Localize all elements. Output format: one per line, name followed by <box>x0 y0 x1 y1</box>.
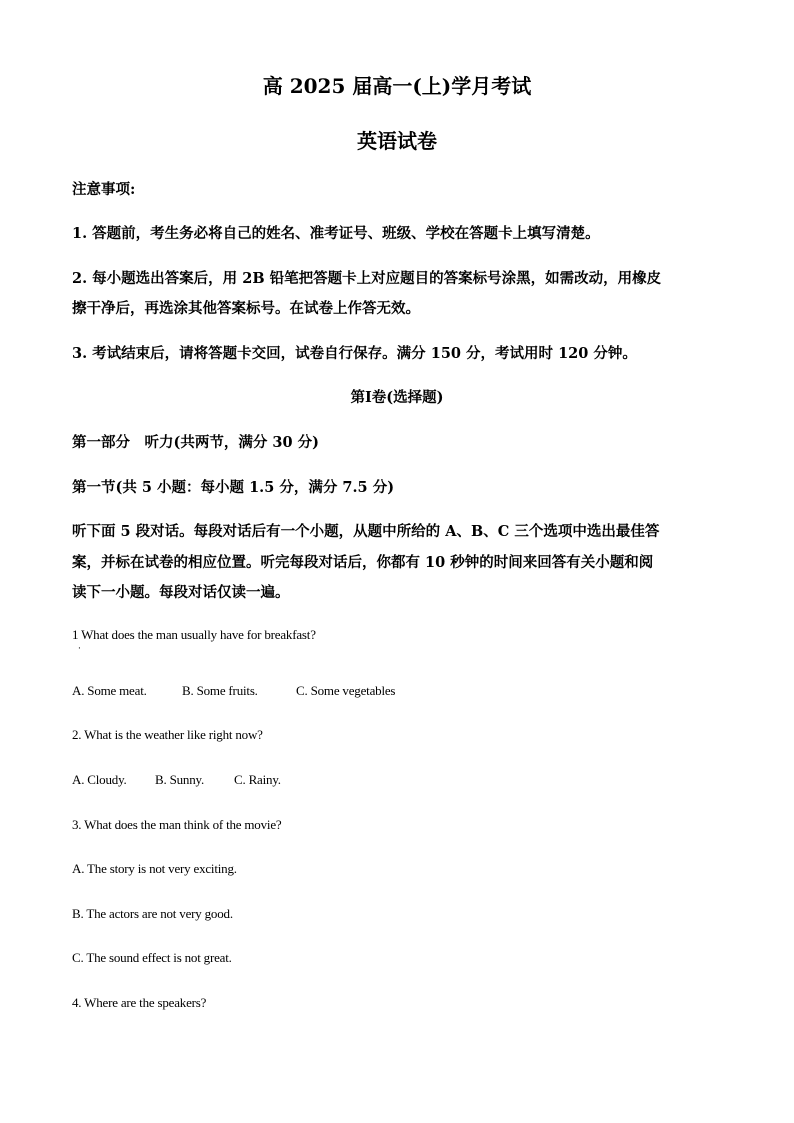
note-item-2-line-1: 2. 每小题选出答案后，用 2B 铅笔把答题卡上对应题目的答案标号涂黑，如需改动，用橡皮 <box>72 270 662 287</box>
exam-title: 高 2025 届高一(上)学月考试 <box>262 74 532 98</box>
question-2-options <box>72 772 281 788</box>
instructions-line-1: 听下面 5 段对话。每段对话后有一个小题，从题中所给的 A、B、C 三个选项中选出最佳答 <box>72 523 660 540</box>
question-3-option-a: A. The story is not very exciting. <box>72 861 237 876</box>
section-heading: 第一节(共 5 小题：每小题 1.5 分，满分 7.5 分) <box>72 479 395 496</box>
instructions-line-2: 案，并标在试卷的相应位置。听完每段对话后，你都有 10 秒钟的时间来回答有关小题和阅 <box>72 554 654 571</box>
question-4-stem: 4. Where are the speakers? <box>72 995 207 1010</box>
instructions-line-3: 读下一小题。每段对话仅读一遍。 <box>72 584 290 601</box>
note-item-3: 3. 考试结束后，请将答题卡交回，试卷自行保存。满分 150 分，考试用时 120 分钟。 <box>72 345 637 362</box>
question-1-option-c: C. Some vegetables <box>296 683 396 698</box>
notes-heading: 注意事项: <box>72 181 136 198</box>
question-1-option-b: B. Some fruits. <box>182 683 258 698</box>
question-2-stem: 2. What is the weather like right now? <box>72 727 263 742</box>
note-item-1: 1. 答题前，考生务必将自己的姓名、准考证号、班级、学校在答题卡上填写清楚。 <box>72 225 600 242</box>
stray-dot: · <box>78 644 81 654</box>
exam-subtitle: 英语试卷 <box>357 129 437 153</box>
question-3-stem: 3. What does the man think of the movie? <box>72 817 282 832</box>
question-1-stem: 1 What does the man usually have for breakfast? <box>72 627 316 642</box>
question-3-option-c: C. The sound effect is not great. <box>72 950 232 965</box>
question-3-option-b: B. The actors are not very good. <box>72 906 233 921</box>
part-heading: 第一部分 听力(共两节，满分 30 分) <box>72 434 319 451</box>
question-1-options <box>72 683 395 699</box>
note-item-2-line-2: 擦干净后，再选涂其他答案标号。在试卷上作答无效。 <box>72 300 420 317</box>
question-2-option-a: A. Cloudy. <box>72 772 127 787</box>
question-2-option-b: B. Sunny. <box>155 772 205 787</box>
question-1-option-a: A. Some meat. <box>72 683 147 698</box>
volume-heading: 第Ⅰ卷(选择题) <box>350 389 444 406</box>
question-2-option-c: C. Rainy. <box>234 772 281 787</box>
